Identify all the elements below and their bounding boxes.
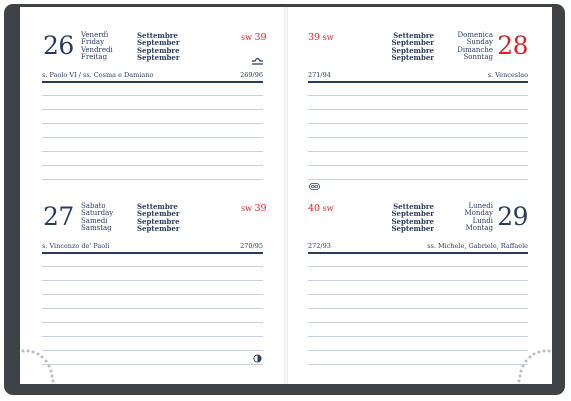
week-label: sw <box>322 204 334 213</box>
day-number: 28 <box>497 31 528 60</box>
month-en: September <box>391 38 434 48</box>
month-it: Settembre <box>393 202 434 211</box>
saint-name: s. Paolo VI / ss. Cosma e Damiano <box>42 71 154 79</box>
corner-perforation-right <box>512 347 552 384</box>
month-fr: Septembre <box>391 45 434 55</box>
month-de: September <box>137 53 180 63</box>
moon-phase-icon <box>253 354 262 363</box>
month-names <box>391 203 434 233</box>
month-fr: Septembre <box>137 216 180 226</box>
week-value: 39 <box>254 203 267 214</box>
month-fr: Septembre <box>391 216 434 226</box>
weekday-names <box>465 203 494 233</box>
month-de: September <box>391 224 434 234</box>
writing-line <box>308 322 528 323</box>
writing-line <box>42 280 263 281</box>
writing-line <box>42 266 263 267</box>
weekday-en: Saturday <box>81 209 114 218</box>
weekday-fr: Lundi <box>472 216 493 225</box>
saint-name: ss. Michele, Gabriele, Raffaele <box>427 242 528 250</box>
day-of-year: 270/95 <box>240 242 263 250</box>
writing-line <box>308 350 528 351</box>
header-divider <box>42 252 263 254</box>
left-page <box>20 7 284 384</box>
weekday-de: Sonntag <box>463 53 493 62</box>
week-value: 40 <box>308 203 321 214</box>
writing-line <box>42 364 263 365</box>
weekday-de: Samstag <box>81 224 112 233</box>
writing-line <box>308 364 528 365</box>
week-label: sw <box>241 33 252 42</box>
weekday-en: Monday <box>464 209 493 218</box>
day-section-29 <box>288 7 552 384</box>
writing-line <box>308 280 528 281</box>
weekday-de: Freitag <box>81 53 108 62</box>
writing-line <box>42 322 263 323</box>
week-label: sw <box>241 204 252 213</box>
weekday-it: Sabato <box>81 202 106 210</box>
writing-line <box>42 308 263 309</box>
writing-line <box>308 294 528 295</box>
day-number: 27 <box>43 202 74 231</box>
month-it: Settembre <box>137 31 178 40</box>
weekday-de: Montag <box>465 224 493 233</box>
day-section-27 <box>20 7 284 384</box>
day-of-year: 269/96 <box>240 71 263 79</box>
writing-line <box>308 266 528 267</box>
corner-perforation-left <box>20 347 60 384</box>
weekday-it: Venerdì <box>81 31 109 39</box>
month-en: September <box>391 209 434 219</box>
saint-name: s. Venceslao <box>487 71 528 79</box>
writing-line <box>42 336 263 337</box>
weekday-names <box>81 203 113 233</box>
weekday-en: Friday <box>81 38 105 47</box>
month-names <box>137 203 180 233</box>
week-number <box>241 204 267 214</box>
weekday-it: Domenica <box>457 31 493 39</box>
month-en: September <box>137 38 180 48</box>
right-page <box>288 7 552 384</box>
weekday-it: Lunedì <box>468 202 493 210</box>
week-value: 39 <box>254 32 267 43</box>
month-de: September <box>391 53 434 63</box>
writing-line <box>308 308 528 309</box>
week-number <box>308 204 334 214</box>
weekday-fr: Dimanche <box>457 45 493 54</box>
day-of-year: 272/93 <box>308 242 331 250</box>
writing-line <box>308 336 528 337</box>
weekday-fr: Samedi <box>81 216 108 225</box>
saint-name: s. Vincenzo de' Paoli <box>42 242 110 250</box>
month-en: September <box>137 209 180 219</box>
header-divider <box>308 252 528 254</box>
day-of-year: 271/94 <box>308 71 331 79</box>
weekday-fr: Vendredi <box>81 45 113 54</box>
writing-line <box>42 294 263 295</box>
month-it: Settembre <box>137 202 178 211</box>
week-label: sw <box>322 33 334 42</box>
month-fr: Septembre <box>137 45 180 55</box>
month-de: September <box>137 224 180 234</box>
day-number: 26 <box>43 31 74 60</box>
day-number: 29 <box>497 202 528 231</box>
month-it: Settembre <box>393 31 434 40</box>
week-value: 39 <box>308 32 321 43</box>
writing-line <box>42 350 263 351</box>
weekday-en: Sunday <box>466 38 493 47</box>
